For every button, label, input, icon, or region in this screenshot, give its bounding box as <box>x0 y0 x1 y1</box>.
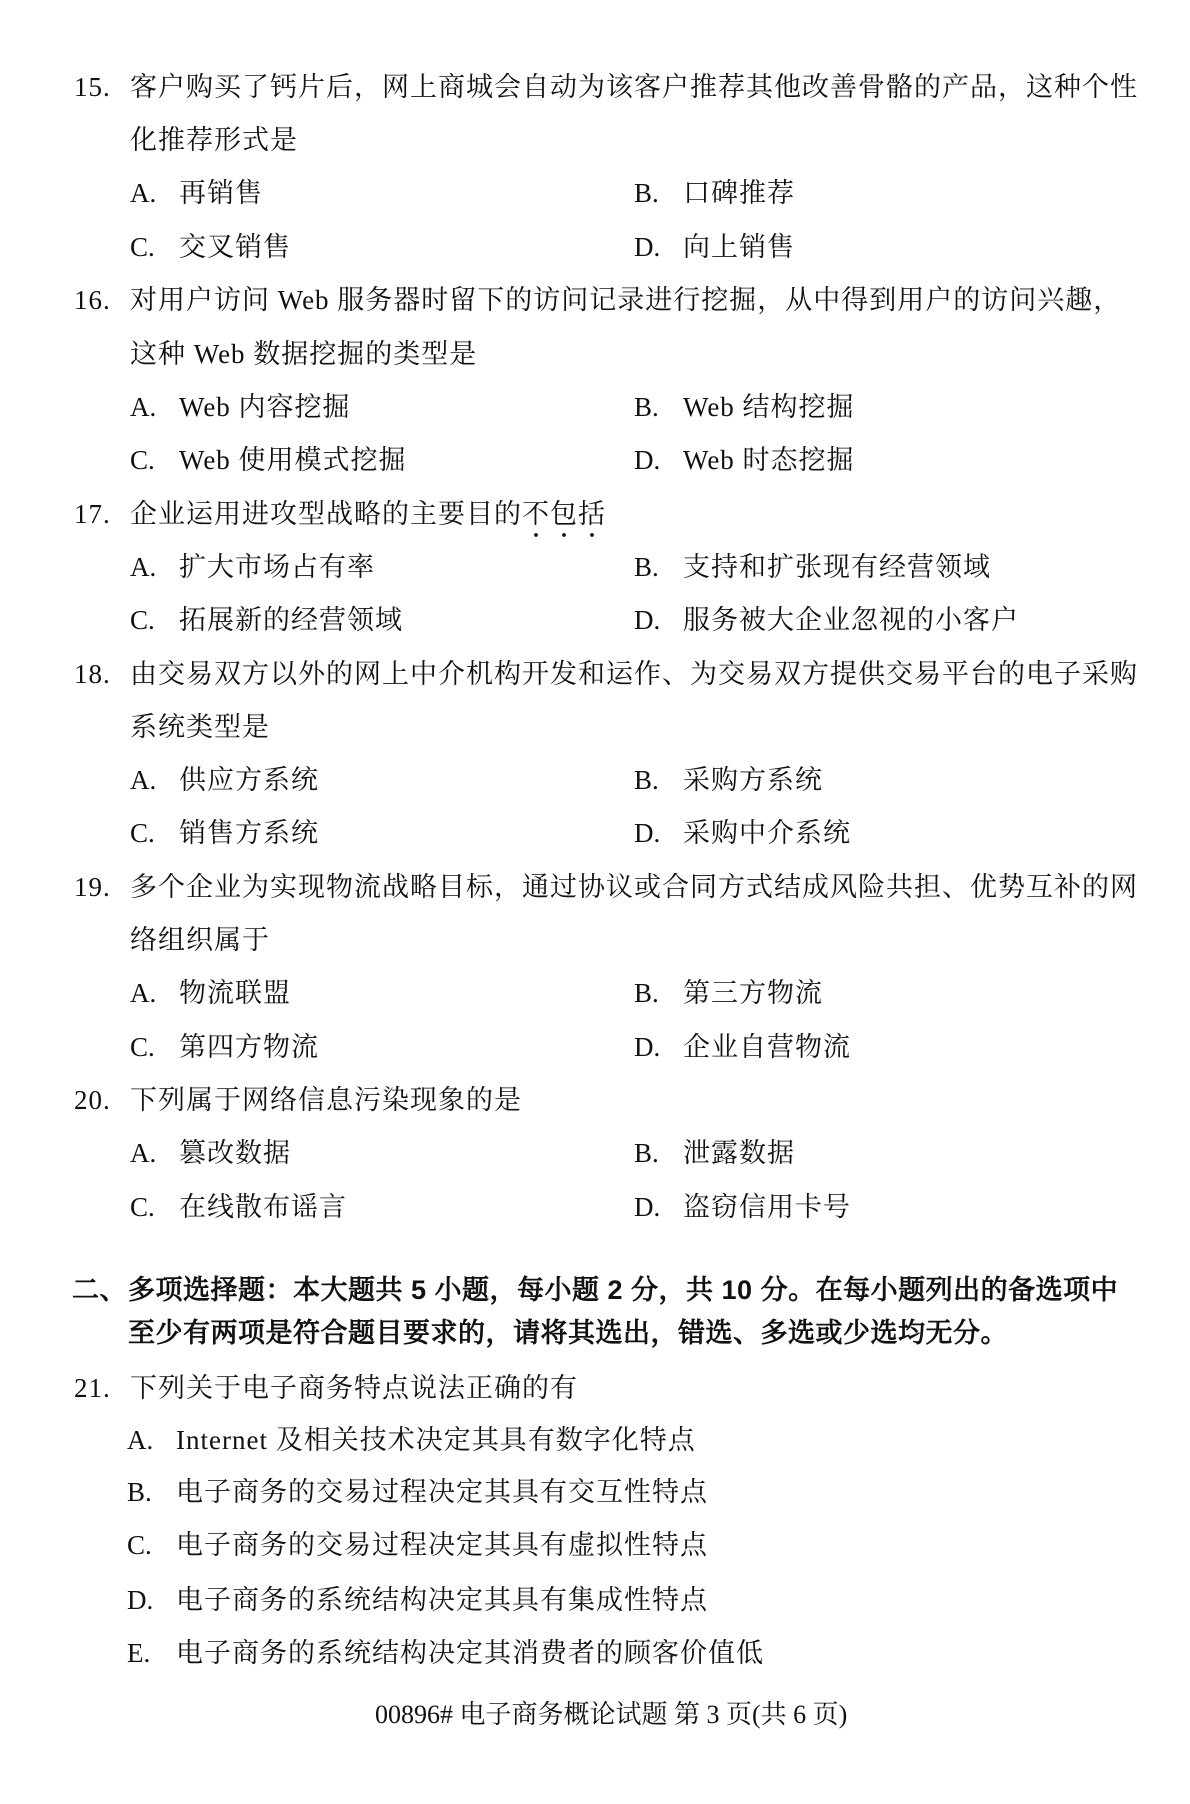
option-text: 交叉销售 <box>179 232 291 262</box>
option-c <box>130 815 319 851</box>
option-text: 泄露数据 <box>683 1138 795 1168</box>
question-number: 19. <box>74 872 111 902</box>
question-stem-line: 这种 Web 数据挖掘的类型是 <box>130 339 478 369</box>
option-text: 采购方系统 <box>683 765 823 795</box>
option-b <box>634 549 991 585</box>
option-text: 电子商务的系统结构决定其消费者的顾客价值低 <box>176 1638 764 1668</box>
option-text: 电子商务的交易过程决定其具有交互性特点 <box>176 1477 708 1507</box>
option-d <box>634 602 1019 638</box>
option-text: Web 时态挖掘 <box>683 445 855 475</box>
option-label: E. <box>127 1638 151 1668</box>
option-label: D. <box>634 818 661 848</box>
option-a <box>130 389 351 425</box>
section-instructions-line: 至少有两项是符合题目要求的，请将其选出，错选、多选或少选均无分。 <box>128 1318 1008 1348</box>
option-c <box>130 442 407 478</box>
option-b <box>634 762 823 798</box>
option-text: 再销售 <box>179 178 263 208</box>
option-d <box>634 229 795 265</box>
option-label: B. <box>634 552 659 582</box>
option-text: 电子商务的系统结构决定其具有集成性特点 <box>176 1585 708 1615</box>
section-instructions-line: 多项选择题：本大题共 5 小题，每小题 2 分，共 10 分。在每小题列出的备选项中 <box>128 1275 1119 1305</box>
option-label: D. <box>634 1032 661 1062</box>
option-text: 供应方系统 <box>179 765 319 795</box>
option-d <box>127 1582 708 1618</box>
option-d <box>634 1189 851 1225</box>
option-label: A. <box>127 1425 154 1455</box>
option-text: 口碑推荐 <box>683 178 795 208</box>
stem-text: 企业运用进攻型战略的主要目的 <box>130 499 522 529</box>
section-number: 二、 <box>72 1275 127 1305</box>
option-a <box>130 549 375 585</box>
option-label: D. <box>634 232 661 262</box>
option-label: A. <box>130 552 157 582</box>
option-c <box>130 1029 319 1065</box>
option-label: A. <box>130 765 157 795</box>
option-text: Internet 及相关技术决定其具有数字化特点 <box>176 1425 696 1455</box>
option-label: C. <box>130 1192 155 1222</box>
option-text: 支持和扩张现有经营领域 <box>683 552 991 582</box>
option-label: A. <box>130 978 157 1008</box>
option-text: 篡改数据 <box>179 1138 291 1168</box>
question-number: 21. <box>74 1373 111 1403</box>
question-stem-line: 多个企业为实现物流战略目标，通过协议或合同方式结成风险共担、优势互补的网 <box>130 872 1138 902</box>
option-label: D. <box>634 1192 661 1222</box>
option-label: C. <box>130 445 155 475</box>
question-stem-line: 下列属于网络信息污染现象的是 <box>130 1085 522 1115</box>
question-stem-line: 由交易双方以外的网上中介机构开发和运作、为交易双方提供交易平台的电子采购 <box>130 659 1138 689</box>
option-label: D. <box>634 445 661 475</box>
option-label: D. <box>634 605 661 635</box>
option-label: B. <box>634 765 659 795</box>
option-label: C. <box>130 232 155 262</box>
option-text: Web 内容挖掘 <box>179 392 351 422</box>
option-a <box>127 1422 696 1458</box>
option-e <box>127 1635 764 1671</box>
option-c <box>130 1189 347 1225</box>
option-label: B. <box>127 1477 152 1507</box>
option-a <box>130 975 291 1011</box>
option-label: C. <box>127 1530 152 1560</box>
option-text: 电子商务的交易过程决定其具有虚拟性特点 <box>176 1530 708 1560</box>
option-text: 盗窃信用卡号 <box>683 1192 851 1222</box>
question-number: 20. <box>74 1085 111 1115</box>
option-b <box>634 175 795 211</box>
option-label: C. <box>130 605 155 635</box>
option-a <box>130 762 319 798</box>
option-b <box>127 1474 708 1510</box>
question-number: 18. <box>74 659 111 689</box>
question-number: 17. <box>74 499 111 529</box>
option-label: D. <box>127 1585 154 1615</box>
option-c <box>130 602 403 638</box>
page-footer: 00896# 电子商务概论试题 第 3 页(共 6 页) <box>375 1700 848 1729</box>
option-label: B. <box>634 978 659 1008</box>
option-text: 扩大市场占有率 <box>179 552 375 582</box>
option-b <box>634 1135 795 1171</box>
option-text: 物流联盟 <box>179 978 291 1008</box>
question-stem-line: 下列关于电子商务特点说法正确的有 <box>130 1373 578 1403</box>
option-text: 在线散布谣言 <box>179 1192 347 1222</box>
question-stem-line: 系统类型是 <box>130 712 270 742</box>
option-text: 向上销售 <box>683 232 795 262</box>
question-stem-line <box>130 496 606 532</box>
option-label: A. <box>130 178 157 208</box>
option-b <box>634 975 823 1011</box>
option-label: C. <box>130 1032 155 1062</box>
question-stem-line: 客户购买了钙片后，网上商城会自动为该客户推荐其他改善骨骼的产品，这种个性 <box>130 72 1138 102</box>
option-text: Web 结构挖掘 <box>683 392 855 422</box>
option-d <box>634 442 855 478</box>
option-d <box>634 1029 851 1065</box>
option-label: B. <box>634 392 659 422</box>
option-text: 采购中介系统 <box>683 818 851 848</box>
question-stem-line: 对用户访问 Web 服务器时留下的访问记录进行挖掘，从中得到用户的访问兴趣， <box>130 285 1122 315</box>
option-d <box>634 815 851 851</box>
option-text: 第三方物流 <box>683 978 823 1008</box>
option-text: Web 使用模式挖掘 <box>179 445 407 475</box>
option-text: 拓展新的经营领域 <box>179 605 403 635</box>
option-label: C. <box>130 818 155 848</box>
option-label: A. <box>130 392 157 422</box>
emphasized-text: 不包括 <box>522 499 606 539</box>
option-label: A. <box>130 1138 157 1168</box>
option-a <box>130 175 263 211</box>
option-text: 销售方系统 <box>179 818 319 848</box>
option-text: 企业自营物流 <box>683 1032 851 1062</box>
question-stem-line: 络组织属于 <box>130 925 270 955</box>
option-c <box>130 229 291 265</box>
option-c <box>127 1527 708 1563</box>
question-stem-line: 化推荐形式是 <box>130 125 298 155</box>
option-label: B. <box>634 1138 659 1168</box>
option-label: B. <box>634 178 659 208</box>
question-number: 15. <box>74 72 111 102</box>
option-a <box>130 1135 291 1171</box>
option-b <box>634 389 855 425</box>
option-text: 第四方物流 <box>179 1032 319 1062</box>
option-text: 服务被大企业忽视的小客户 <box>683 605 1019 635</box>
question-number: 16. <box>74 285 111 315</box>
